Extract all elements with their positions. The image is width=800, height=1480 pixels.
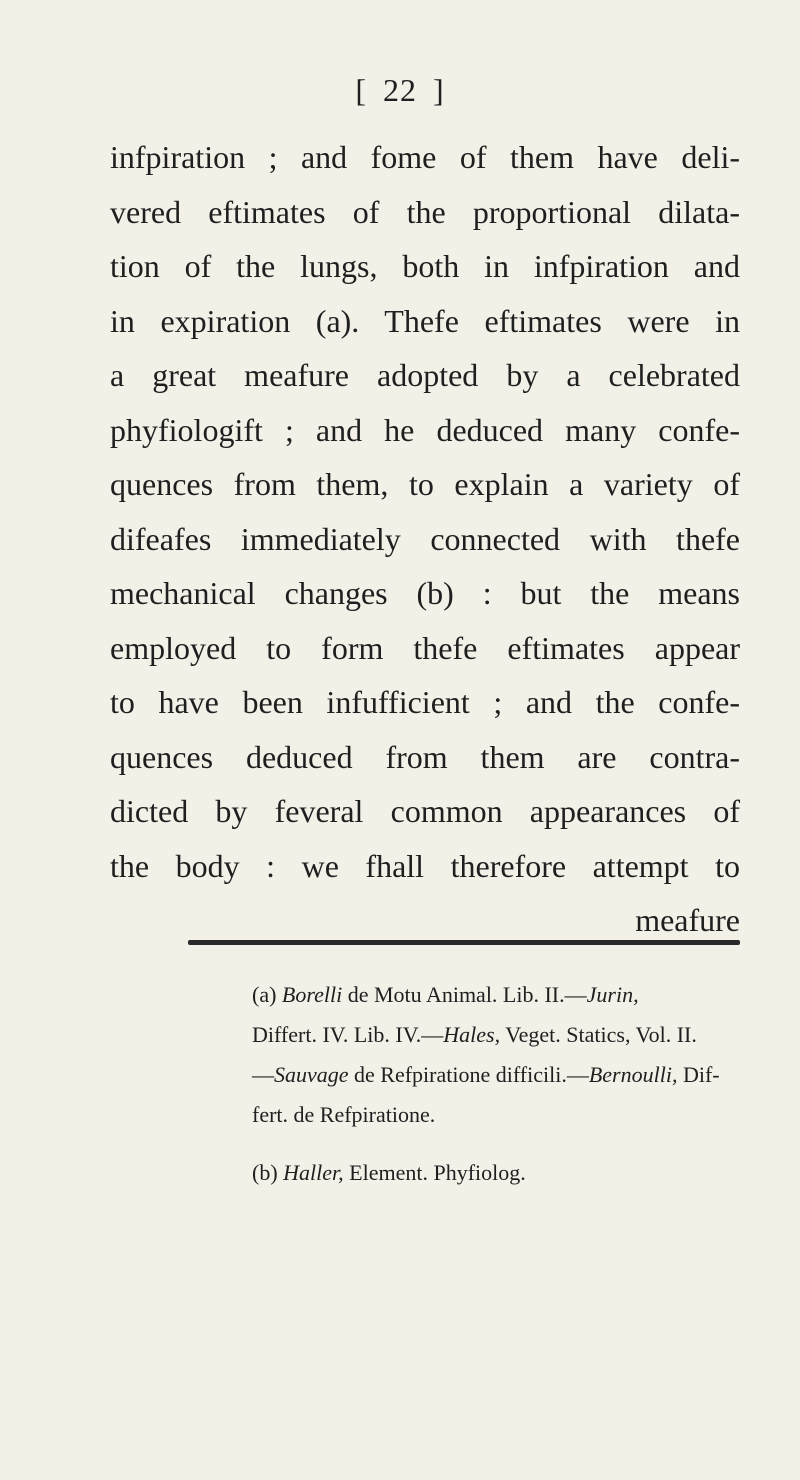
text-line: in expiration (a). Thefe eftimates were in — [110, 302, 740, 339]
text-line: a great meafure adopted by a celebrated — [110, 357, 740, 393]
text-line: quences from them, to explain a variety of — [110, 466, 740, 502]
citation-text: Element. Phyfiolog. — [343, 1160, 526, 1185]
text-line: dicted by feveral common appearances of — [110, 793, 740, 829]
footnote-marker: (b) — [252, 1160, 278, 1185]
page-header — [0, 72, 800, 109]
text-line: difeafes immediately connected with thefe — [110, 520, 740, 557]
bracket-open: [ — [355, 72, 367, 108]
author-name: Jurin, — [586, 982, 639, 1007]
footnote-a-line-4: fert. de Refpiratione. — [252, 1102, 436, 1127]
text-line: employed to form thefe eftimates appear — [110, 629, 740, 666]
bracket-close: ] — [433, 72, 445, 108]
text-line: to have been infufficient ; and the confe- — [110, 684, 740, 720]
footnote-divider — [188, 940, 740, 945]
author-name: Hales, — [443, 1022, 501, 1047]
text-line: quences deduced from them are contra- — [110, 738, 740, 775]
footnote-a-line-2 — [252, 1015, 740, 1055]
text-line: tion of the lungs, both in infpiration and — [110, 248, 740, 284]
text-line: mechanical changes (b) : but the means — [110, 575, 740, 611]
text-line: the body : we fhall therefore attempt to — [110, 847, 740, 884]
text-line: phyfiologift ; and he deduced many confe- — [110, 411, 740, 448]
footnotes — [252, 975, 740, 1193]
text-line: infpiration ; and fome of them have deli- — [110, 139, 740, 175]
footnote-a-line-1 — [252, 975, 740, 1015]
author-name: Bernoulli, — [588, 1062, 678, 1087]
footnote-marker: (a) — [252, 982, 277, 1007]
citation-text: Differt. IV. Lib. IV.— — [252, 1022, 444, 1047]
author-name: Borelli — [281, 982, 343, 1007]
footnote-b — [252, 1153, 740, 1193]
main-text — [110, 130, 740, 948]
author-name: Sauvage — [274, 1062, 349, 1087]
citation-text: Dif- — [677, 1062, 720, 1087]
citation-text: — — [252, 1062, 274, 1087]
text-line: vered eftimates of the proportional dilata- — [110, 193, 740, 230]
author-name: Haller, — [283, 1160, 344, 1185]
page-number: 22 — [383, 72, 417, 108]
citation-text: de Motu Animal. Lib. II.— — [342, 982, 587, 1007]
footnote-a-line-3 — [252, 1055, 740, 1095]
catchword: meafure — [635, 902, 740, 938]
citation-text: Veget. Statics, Vol. II. — [500, 1022, 697, 1047]
citation-text: de Refpiratione difficili.— — [348, 1062, 589, 1087]
